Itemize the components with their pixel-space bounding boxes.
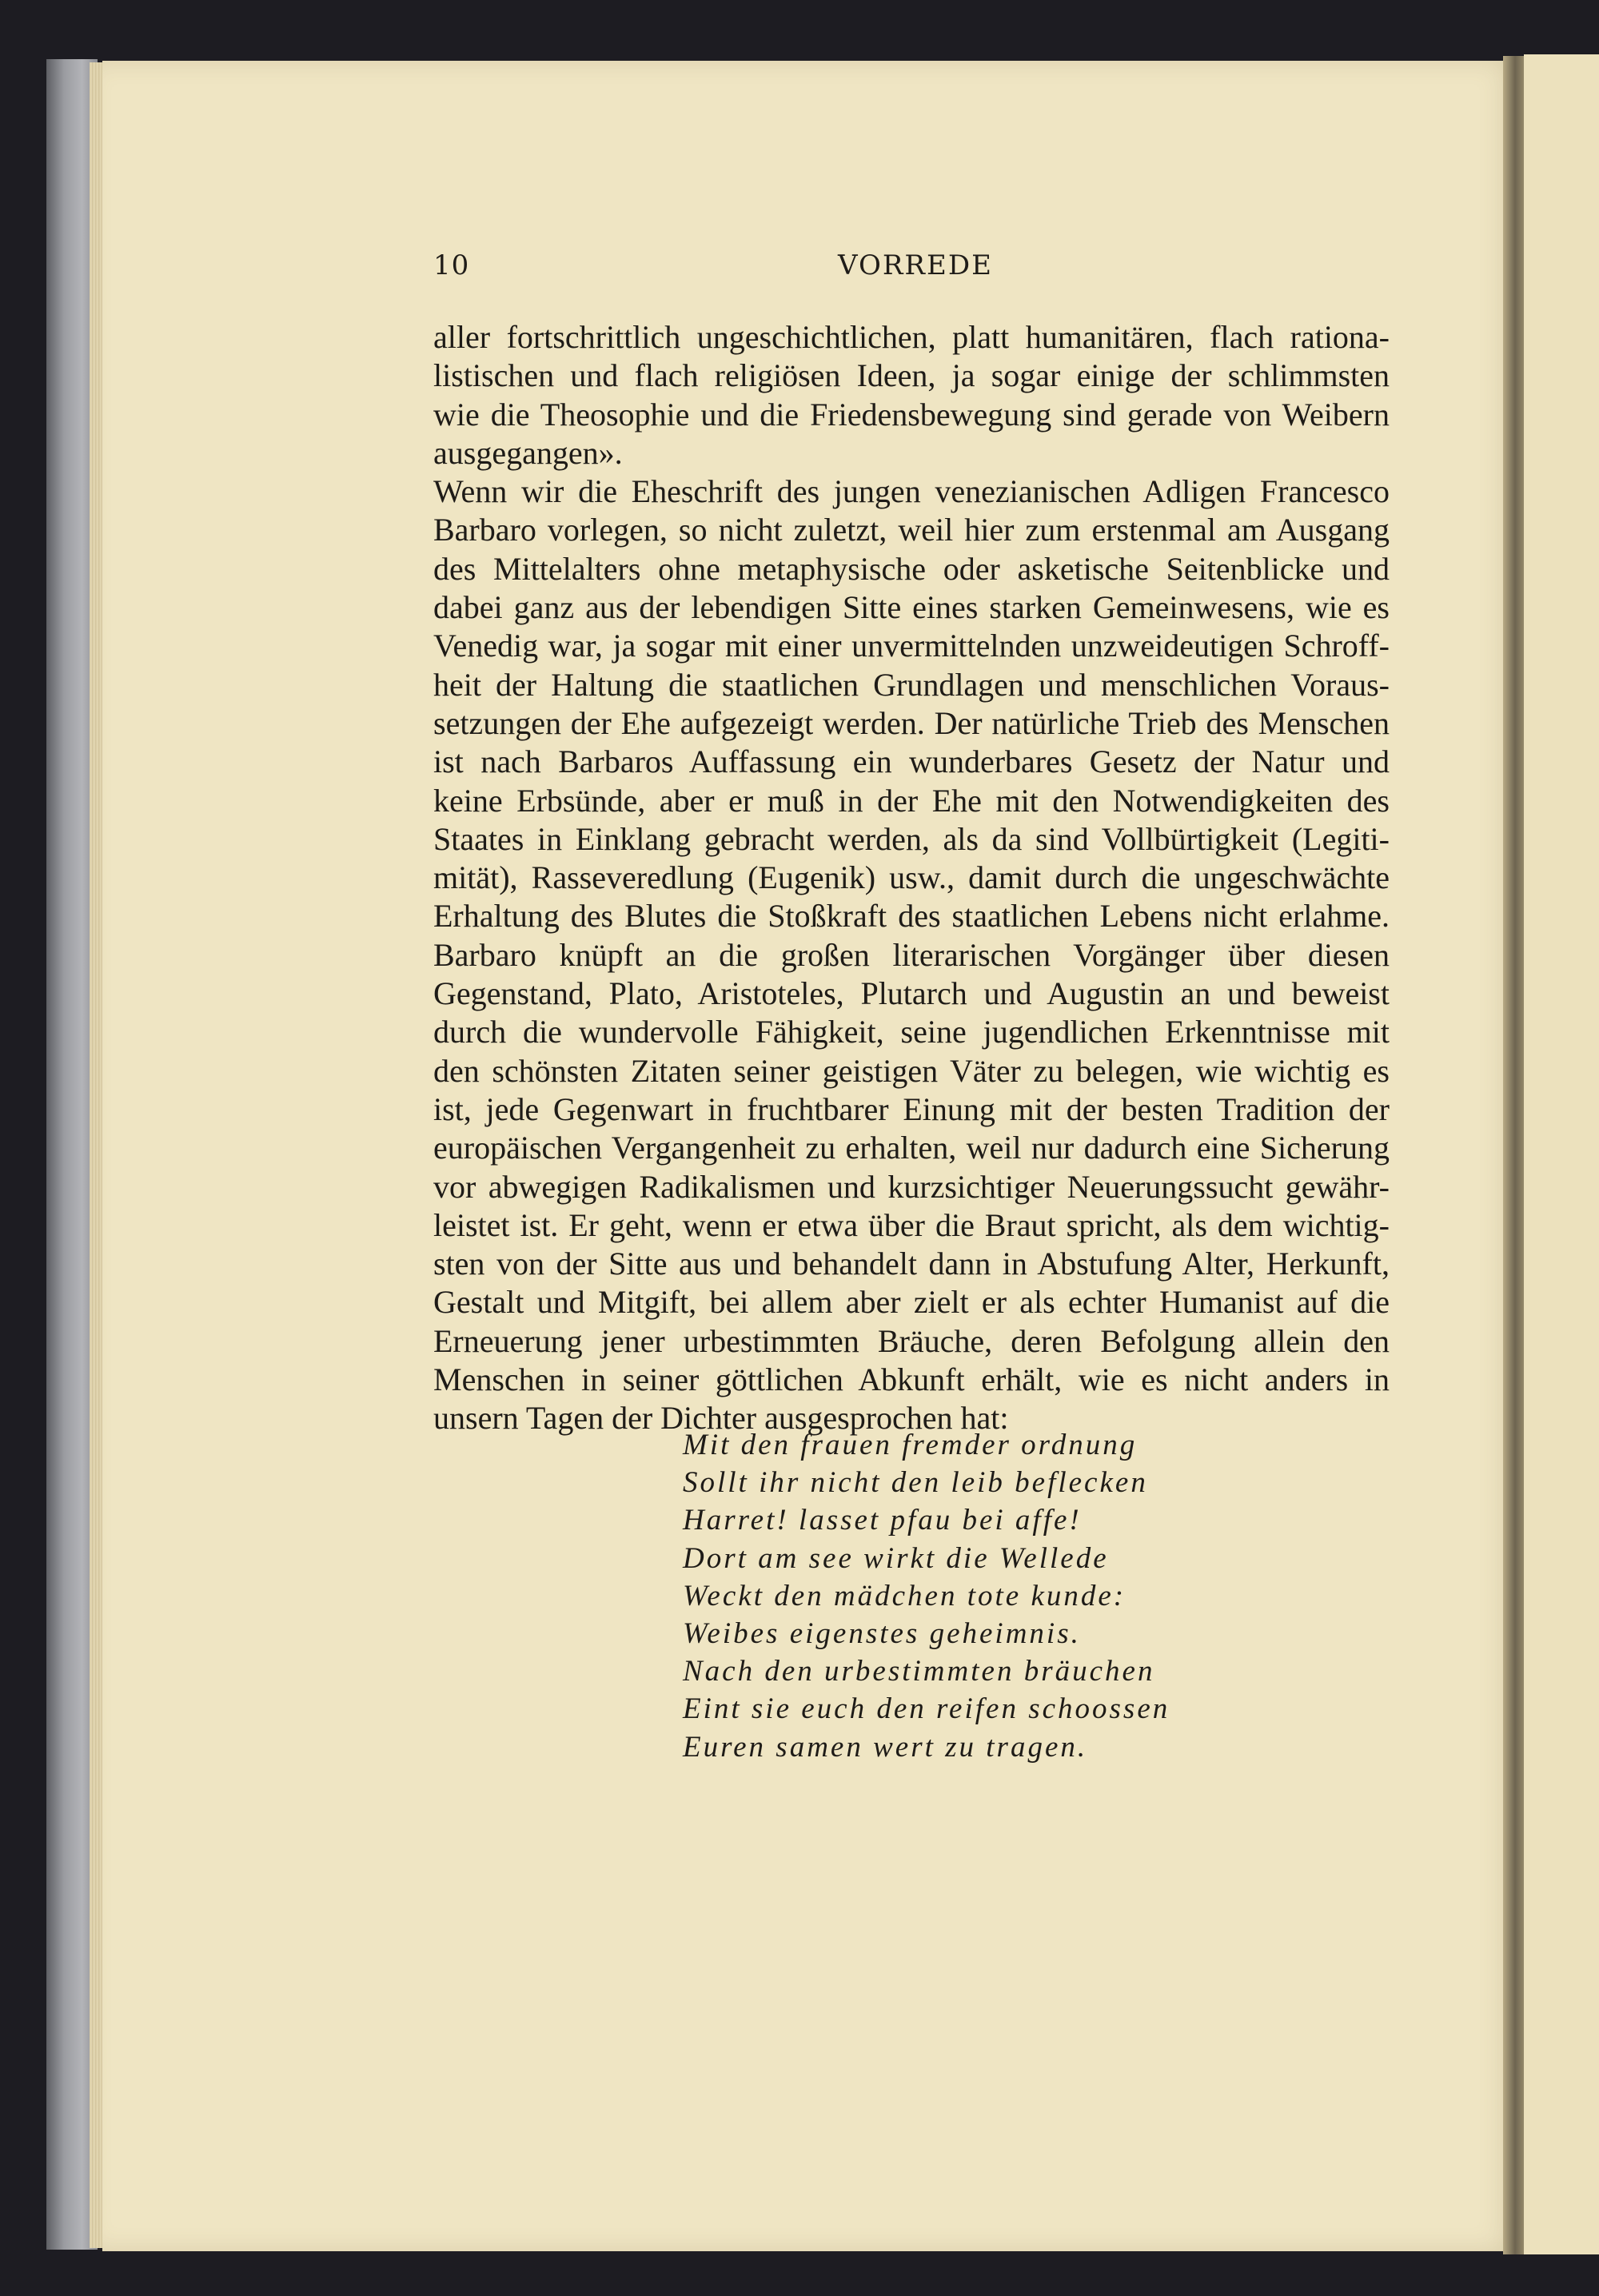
body-text (433, 318, 1390, 1438)
facing-page-edge (1524, 54, 1599, 2254)
body-line: europäischen Vergangenheit zu erhalten, weil nur dadurch eine Sicherung (433, 1130, 1390, 1166)
running-head (433, 249, 1393, 289)
poem-line: Euren samen wert zu tragen. (683, 1730, 1088, 1764)
body-line: wie die Theosophie und die Friedensbewegung sind gerade von Weibern (433, 396, 1390, 432)
poem-line: Dort am see wirkt die Wellede (683, 1541, 1109, 1575)
poem-line: Harret! lasset pfau bei affe! (683, 1504, 1082, 1537)
body-line: Gegenstand, Plato, Aristoteles, Plutarch und Augustin an und beweist (433, 975, 1390, 1012)
body-line: leistet ist. Er geht, wenn er etwa über die Braut spricht, als dem wichtig- (433, 1206, 1390, 1243)
poem-line: Sollt ihr nicht den leib beflecken (683, 1466, 1148, 1500)
body-line: listischen und flach religiösen Ideen, ja sogar einige der schlimmsten (433, 357, 1390, 394)
body-line: keine Erbsünde, aber er muß in der Ehe mit den Notwendigkeiten des (433, 782, 1390, 819)
body-line: sten von der Sitte aus und behandelt dann in Abstufung Alter, Herkunft, (433, 1246, 1390, 1282)
poem-line: Mit den frauen fremder ordnung (683, 1429, 1138, 1461)
body-line: Wenn wir die Eheschrift des jungen venezianischen Adligen Francesco (433, 473, 1390, 510)
body-line: ausgegangen». (433, 434, 623, 471)
body-line: ist nach Barbaros Auffassung ein wunderbares Gesetz der Natur und (433, 743, 1390, 780)
poem-line: Weckt den mädchen tote kunde: (683, 1579, 1126, 1612)
body-line: Venedig war, ja sogar mit einer unvermittelnden unzweideutigen Schroff- (433, 628, 1390, 664)
body-line: aller fortschrittlich ungeschichtlichen, platt humanitären, flach rationa- (433, 319, 1390, 355)
body-line: vor abwegigen Radikalismen und kurzsichtiger Neuerungssucht gewähr- (433, 1168, 1390, 1205)
body-line: durch die wundervolle Fähigkeit, seine jugendlichen Erkenntnisse mit (433, 1014, 1390, 1050)
poem-line: Eint sie euch den reifen schoossen (683, 1692, 1170, 1726)
body-line: Barbaro knüpft an die großen literarischen Vorgänger über diesen (433, 936, 1390, 973)
body-line: unsern Tagen der Dichter ausgesprochen hat: (433, 1400, 1009, 1437)
page-number: 10 (433, 249, 470, 281)
poem-line: Weibes eigenstes geheimnis. (683, 1616, 1081, 1650)
body-line: Barbaro vorlegen, so nicht zuletzt, weil hier zum erstenmal am Ausgang (433, 512, 1390, 548)
body-line: den schönsten Zitaten seiner geistigen Väter zu belegen, wie wichtig es (433, 1052, 1390, 1089)
body-line: Erneuerung jener urbestimmten Bräuche, deren Befolgung allein den (433, 1322, 1390, 1359)
poem-line: Nach den urbestimmten bräuchen (683, 1655, 1155, 1688)
body-line: Erhaltung des Blutes die Stoßkraft des staatlichen Lebens nicht erlahme. (433, 898, 1390, 935)
body-line: Staates in Einklang gebracht werden, als da sind Vollbürtigkeit (Legiti- (433, 820, 1390, 857)
body-line: heit der Haltung die staatlichen Grundlagen und menschlichen Voraus- (433, 666, 1390, 703)
body-line: Gestalt und Mitgift, bei allem aber zielt er als echter Humanist auf die (433, 1284, 1390, 1321)
body-line: ist, jede Gegenwart in fruchtbarer Einung mit der besten Tradition der (433, 1090, 1390, 1127)
body-line: Menschen in seiner göttlichen Abkunft erhält, wie es nicht anders in (433, 1361, 1390, 1398)
body-line: dabei ganz aus der lebendigen Sitte eines starken Gemeinwesens, wie es (433, 589, 1390, 626)
poem (683, 1426, 1322, 1766)
body-line: mität), Rasseveredlung (Eugenik) usw., damit durch die ungeschwächte (433, 859, 1390, 896)
running-title: VORREDE (838, 249, 993, 281)
body-line: setzungen der Ehe aufgezeigt werden. Der natürliche Trieb des Menschen (433, 704, 1390, 741)
body-line: des Mittelalters ohne metaphysische oder asketische Seitenblicke und (433, 550, 1390, 587)
